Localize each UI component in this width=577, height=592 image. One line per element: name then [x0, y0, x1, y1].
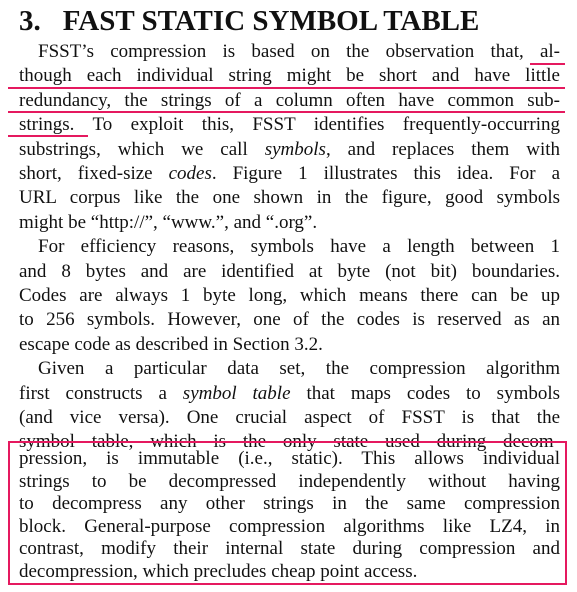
text-line: Given a particular data set, the compression algorithm	[38, 358, 560, 380]
emphasis-codes: codes	[168, 163, 212, 184]
text-line	[19, 138, 560, 162]
text-fragment: short, fixed-size	[19, 163, 153, 184]
emphasis-symbol-table: symbol table	[182, 382, 291, 404]
text-fragment: that maps codes to symbols	[306, 382, 560, 404]
emphasis-symbols: symbols	[264, 138, 326, 160]
section-number: 3.	[19, 5, 41, 37]
text-line: decompression, which precludes cheap point access.	[19, 561, 418, 582]
text-line: and 8 bytes and are identified at byte (not bit) boundaries.	[19, 260, 560, 282]
text-fragment: . Figure 1 illustrates this idea. For a	[211, 163, 560, 184]
highlight-underline	[8, 111, 565, 113]
text-line: pression, is immutable (i.e., static). This allows individual	[19, 448, 560, 469]
highlight-underline	[8, 87, 565, 89]
text-line: might be “http://”, “www.”, and “.org”.	[19, 211, 318, 233]
text-fragment: , and replaces them with	[325, 138, 560, 160]
text-line: redundancy, the strings of a column often have common sub-	[19, 89, 560, 111]
text-line: symbol table, which is the only state used during decom-	[19, 431, 560, 453]
text-fragment: strings.	[19, 114, 75, 136]
text-line: FSST’s compression is based on the observation that, al-	[38, 41, 560, 62]
section-title: FAST STATIC SYMBOL TABLE	[62, 5, 480, 37]
text-fragment: first constructs a	[19, 382, 167, 404]
text-line	[19, 113, 560, 137]
section-heading	[19, 3, 479, 39]
text-fragment: substrings, which we call	[19, 138, 248, 160]
text-line: contrast, modify their internal state during compression and	[19, 538, 560, 560]
text-line	[19, 162, 560, 186]
highlight-underline	[530, 63, 565, 65]
text-line: For efficiency reasons, symbols have a length between 1	[38, 236, 560, 258]
text-line: (and vice versa). One crucial aspect of FSST is that the	[19, 407, 560, 428]
highlight-underline	[8, 135, 88, 137]
text-line: URL corpus like the one shown in the figure, good symbols	[19, 187, 560, 209]
text-line: strings to be decompressed independently without having	[19, 470, 560, 492]
text-fragment: To exploit this, FSST identifies frequently-occurring	[92, 114, 560, 136]
text-line: block. General-purpose compression algorithms like LZ4, in	[19, 515, 560, 537]
text-line: to 256 symbols. However, one of the codes is reserved as an	[19, 309, 560, 331]
text-line: Codes are always 1 byte long, which means there can be up	[19, 285, 560, 306]
text-line	[19, 382, 560, 406]
text-line: escape code as described in Section 3.2.	[19, 333, 323, 355]
text-line: though each individual string might be short and have little	[19, 65, 560, 87]
text-line: to decompress any other strings in the same compression	[19, 493, 560, 515]
